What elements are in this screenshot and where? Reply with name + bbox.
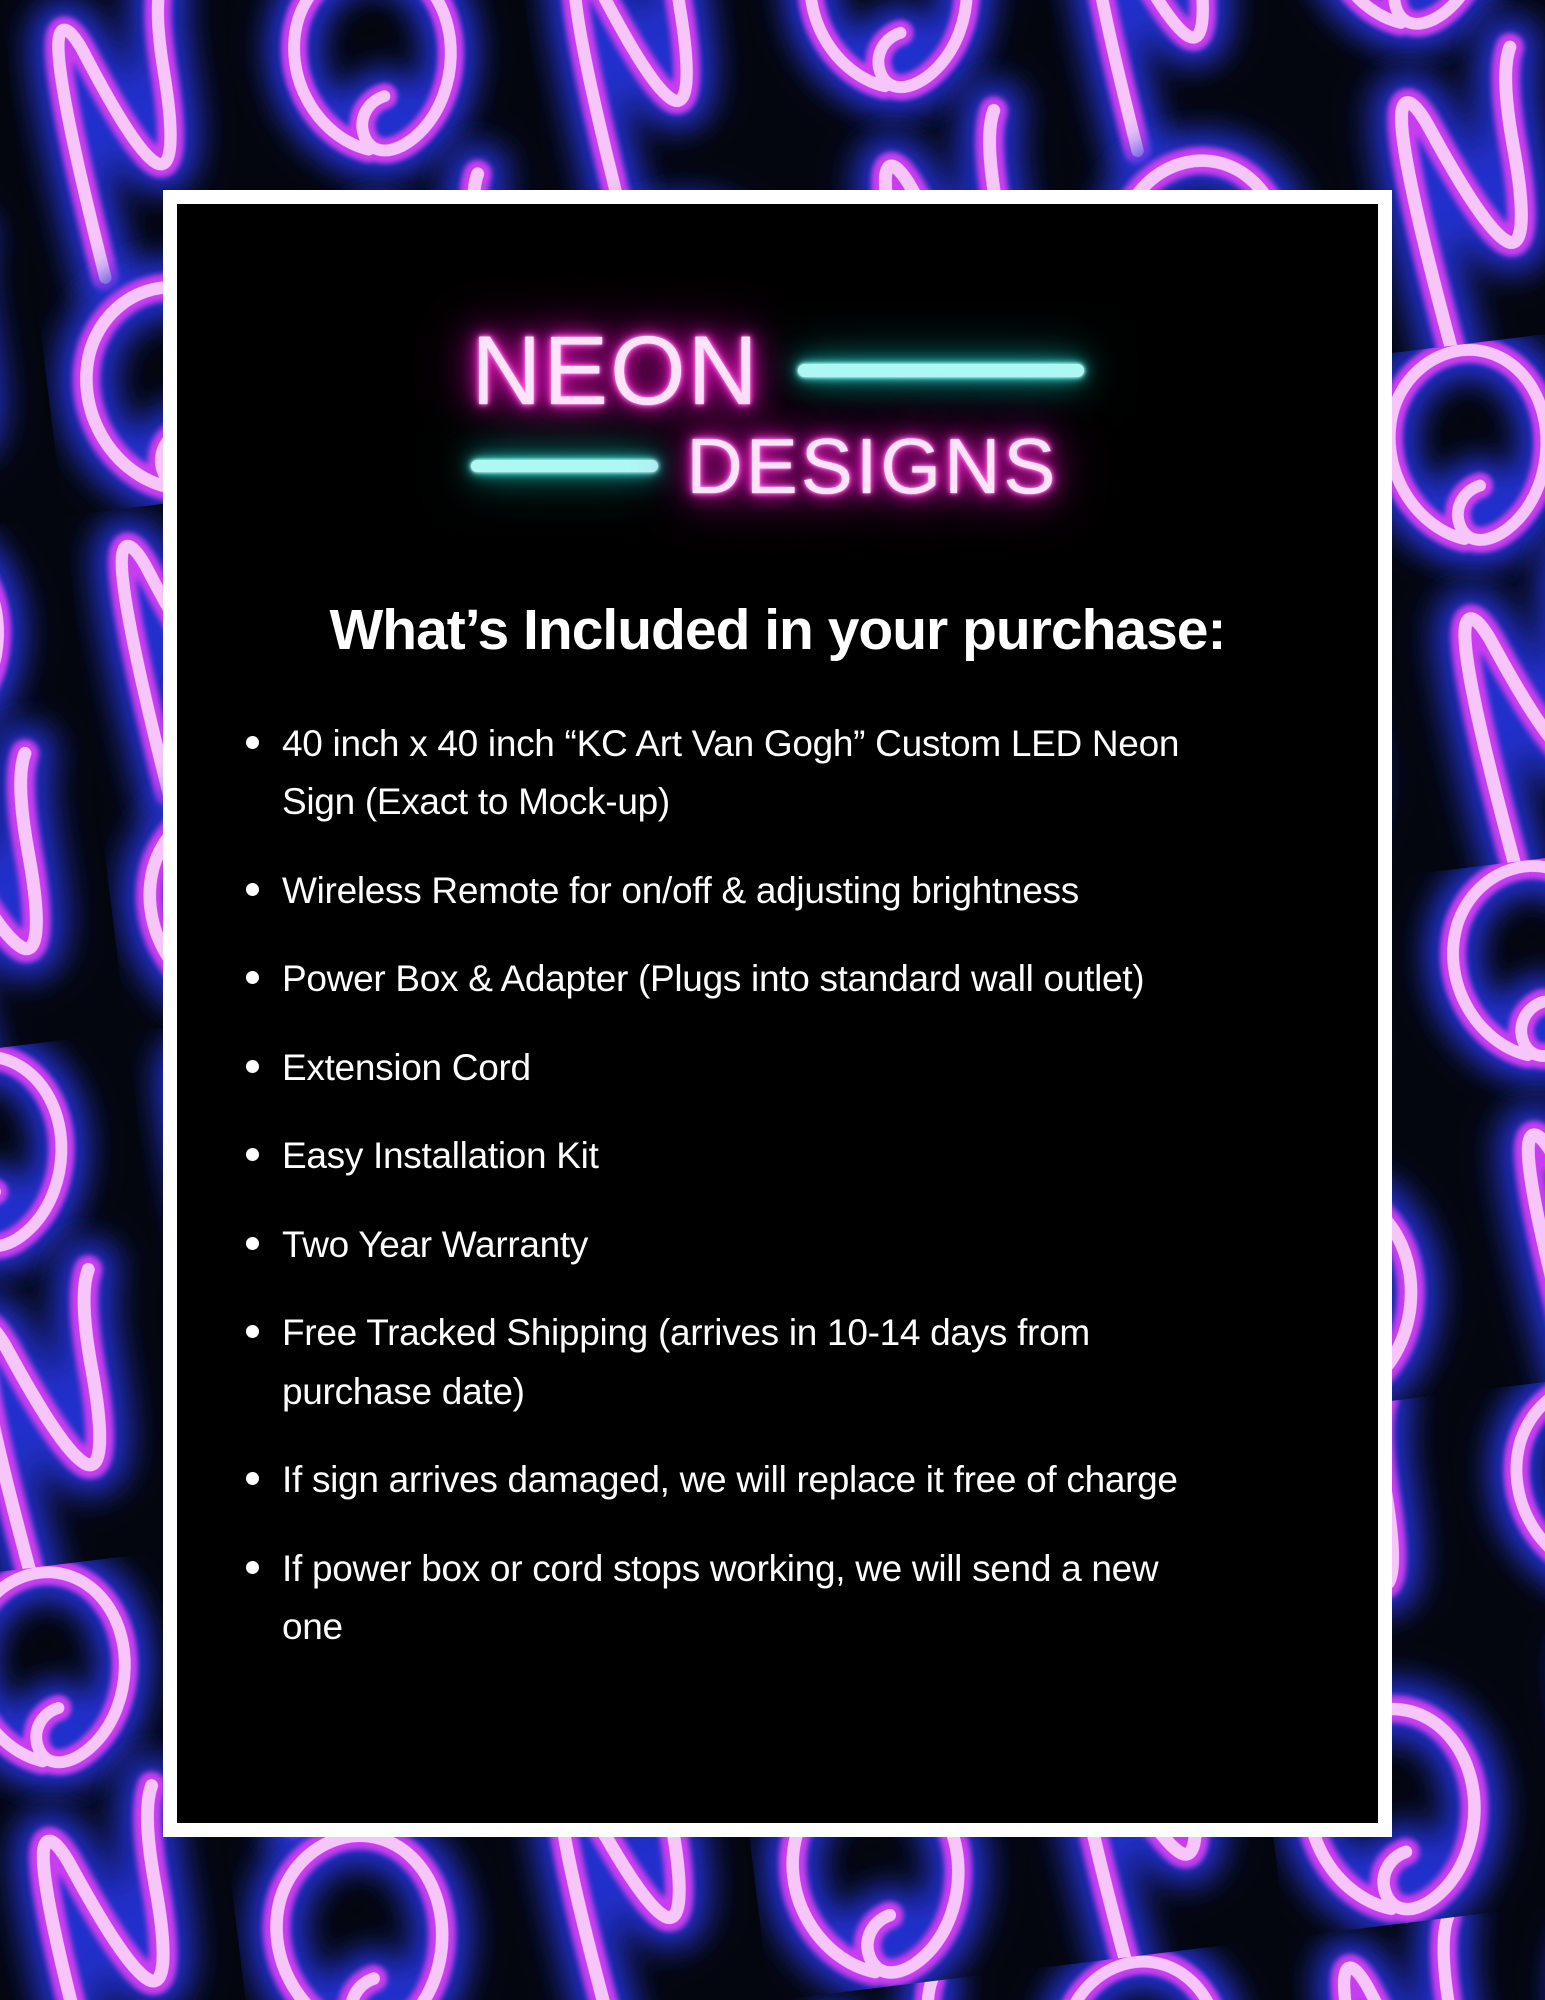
list-item-text: Two Year Warranty (282, 1223, 589, 1265)
bullet-dot-icon (246, 1561, 259, 1574)
teal-dash-icon (471, 460, 658, 472)
whats-included-heading: What’s Included in your purchase: (329, 598, 1226, 662)
info-card (163, 190, 1392, 1837)
bullet-dot-icon (246, 1237, 259, 1250)
bullet-dot-icon (246, 1325, 259, 1338)
teal-dash-icon (798, 364, 1084, 377)
logo-row-1 (471, 316, 1083, 425)
list-item-text: Extension Cord (282, 1046, 531, 1088)
list-item-text: 40 inch x 40 inch “KC Art Van Gogh” Custom LED Neon Sign (Exact to Mock-up) (282, 723, 1180, 823)
list-item-text: If sign arrives damaged, we will replace it free of charge (282, 1459, 1178, 1501)
list-item (244, 1540, 1204, 1657)
included-list (244, 715, 1204, 1656)
bullet-dot-icon (246, 1060, 259, 1073)
list-item (244, 1304, 1204, 1421)
bullet-dot-icon (246, 1472, 259, 1485)
bullet-dot-icon (246, 736, 259, 749)
bullet-dot-icon (246, 1148, 259, 1161)
list-item-text: Easy Installation Kit (282, 1135, 599, 1177)
logo-word-neon: NEON (471, 316, 760, 425)
list-item (244, 1039, 1204, 1097)
list-item (244, 1216, 1204, 1274)
list-item-text: Power Box & Adapter (Plugs into standard wall outlet) (282, 958, 1145, 1000)
list-item (244, 862, 1204, 920)
list-item (244, 715, 1204, 832)
bullet-dot-icon (246, 971, 259, 984)
list-item (244, 1451, 1204, 1509)
bullet-dot-icon (246, 883, 259, 896)
list-item-text: If power box or cord stops working, we will send a new one (282, 1547, 1159, 1647)
list-item (244, 950, 1204, 1008)
list-item-text: Wireless Remote for on/off & adjusting brightness (282, 869, 1079, 911)
logo-word-designs: DESIGNS (686, 422, 1059, 510)
list-item-text: Free Tracked Shipping (arrives in 10-14 days from purchase date) (282, 1312, 1090, 1412)
neon-designs-logo (471, 316, 1083, 510)
logo-row-2 (471, 422, 1083, 510)
list-item (244, 1127, 1204, 1185)
